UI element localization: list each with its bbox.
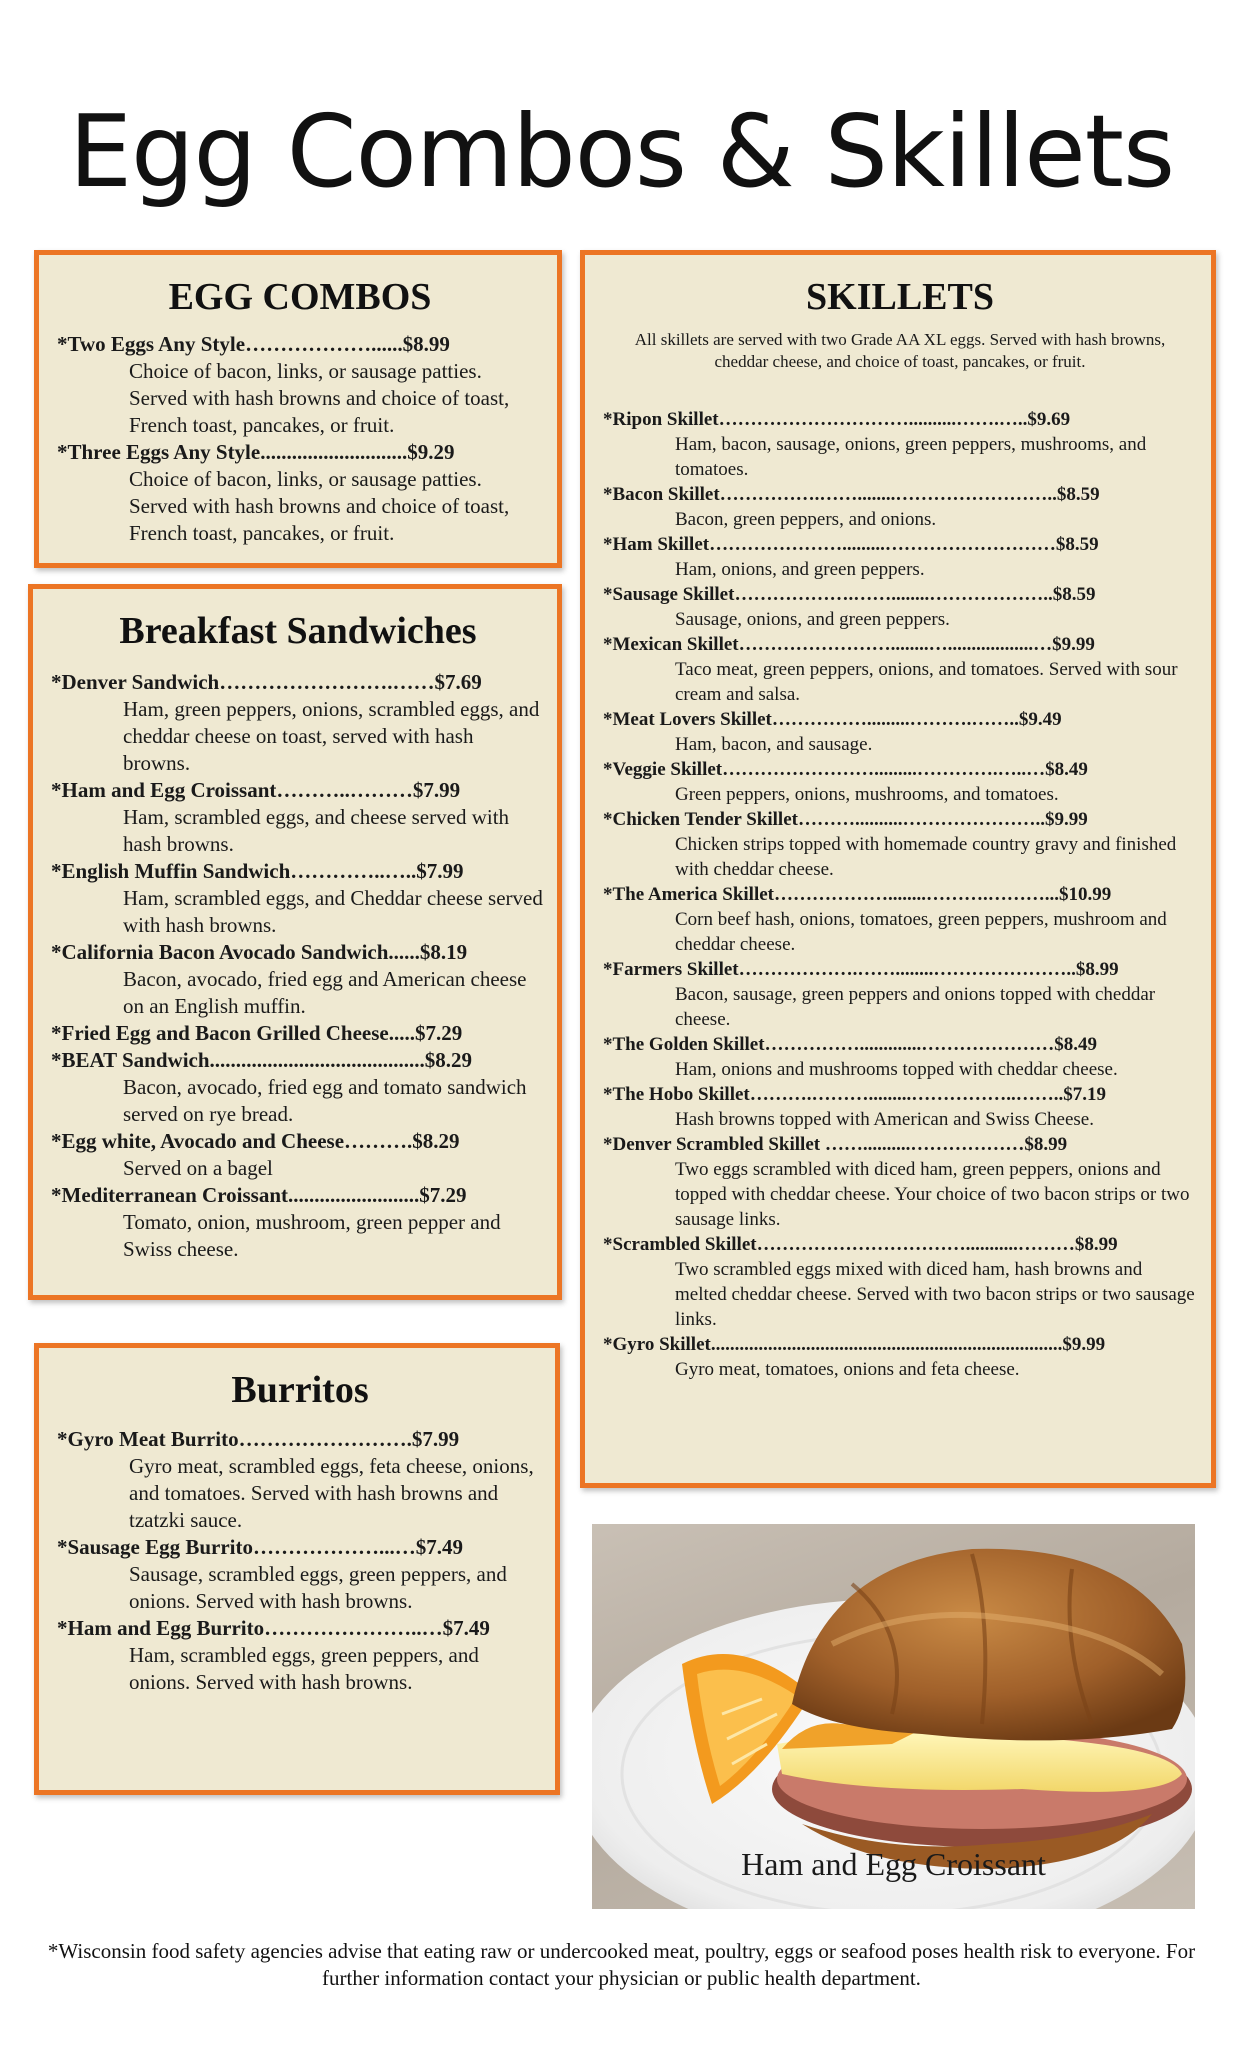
menu-item	[51, 858, 545, 939]
menu-item-leader-dots: ............................	[260, 440, 408, 464]
menu-item-list	[57, 1426, 543, 1696]
menu-item-name: *Two Eggs Any Style	[57, 332, 246, 356]
photo-caption: Ham and Egg Croissant	[741, 1846, 1046, 1882]
menu-item-leader-dots: …………………….........………….…..…	[722, 759, 1046, 780]
menu-item	[57, 1426, 543, 1534]
menu-item	[603, 482, 1197, 532]
menu-item-description: Bacon, avocado, fried egg and tomato sandwich served on rye bread.	[123, 1075, 527, 1126]
menu-item-price: $9.29	[407, 440, 455, 464]
menu-item-leader-dots: ……….	[344, 1129, 413, 1153]
menu-item-leader-dots: …………………….	[238, 1427, 412, 1451]
menu-item-price: $7.69	[434, 670, 482, 694]
menu-item-heading	[603, 582, 1197, 607]
menu-item-price: $8.99	[1074, 1234, 1118, 1255]
menu-item-description: Two scrambled eggs mixed with diced ham, hash browns and melted cheddar cheese. Served with two bacon strips or two sausage links.	[675, 1259, 1195, 1330]
menu-item	[57, 331, 543, 439]
section-heading: Breakfast Sandwiches	[119, 610, 477, 652]
menu-item-description: Gyro meat, scrambled eggs, feta cheese, onions, and tomatoes. Served with hash browns and tzatzki sauce.	[129, 1454, 534, 1532]
menu-item	[57, 1534, 543, 1615]
menu-item	[603, 1232, 1197, 1332]
menu-item-name: *Ham Skillet	[603, 534, 710, 555]
menu-item-heading	[603, 482, 1197, 507]
menu-item-description: Ham, onions and mushrooms topped with cheddar cheese.	[675, 1059, 1118, 1080]
menu-item-description: Ham, green peppers, onions, scrambled eggs, and cheddar cheese on toast, served with hash browns.	[123, 697, 540, 775]
menu-item-leader-dots: ..........................................................................	[710, 1334, 1063, 1355]
menu-item-leader-dots: .....	[388, 1021, 415, 1045]
menu-item-name: *Farmers Skillet	[603, 959, 739, 980]
menu-item-name: *Veggie Skillet	[603, 759, 723, 780]
menu-item-name: *Mediterranean Croissant	[51, 1183, 288, 1207]
menu-item-price: $9.49	[1018, 709, 1062, 730]
menu-item	[51, 1182, 545, 1263]
menu-item	[51, 1128, 545, 1182]
menu-item-heading	[603, 707, 1197, 732]
menu-item-name: *Denver Sandwich	[51, 670, 220, 694]
menu-item-price: $8.59	[1052, 584, 1096, 605]
menu-item-heading	[603, 1232, 1197, 1257]
menu-item-heading	[57, 1534, 543, 1561]
menu-item-name: *Gyro Skillet	[603, 1334, 711, 1355]
menu-item-heading	[51, 777, 545, 804]
menu-item-description: Bacon, sausage, green peppers and onions topped with cheddar cheese.	[675, 984, 1156, 1030]
menu-item-heading	[57, 1615, 543, 1642]
menu-item-price: $8.99	[402, 332, 450, 356]
menu-item	[57, 1615, 543, 1696]
menu-item-price: $9.99	[1044, 809, 1088, 830]
menu-item-price: $8.59	[1055, 534, 1099, 555]
menu-item-name: *Bacon Skillet	[603, 484, 720, 505]
menu-item-leader-dots: ………………...…	[253, 1535, 416, 1559]
menu-item-leader-dots: …………………………..........…….…..	[718, 409, 1028, 430]
menu-item-leader-dots: ………………….........………………………	[709, 534, 1056, 555]
menu-item	[51, 939, 545, 1020]
skillets-intro: All skillets are served with two Grade AA XL eggs. Served with hash browns, cheddar cheese, and choice of toast, pancakes, or fruit.	[634, 330, 1166, 371]
menu-item-price: $7.19	[1063, 1084, 1106, 1105]
menu-item	[603, 582, 1197, 632]
menu-item-name: *Scrambled Skillet	[603, 1234, 757, 1255]
menu-item-price: $9.69	[1027, 409, 1071, 430]
menu-item-description: Sausage, scrambled eggs, green peppers, and onions. Served with hash browns.	[129, 1562, 507, 1613]
menu-item-name: *English Muffin Sandwich	[51, 859, 291, 883]
menu-item	[603, 1132, 1197, 1232]
menu-item-heading	[603, 407, 1197, 432]
menu-item-name: *Chicken Tender Skillet	[603, 809, 798, 830]
section-heading: SKILLETS	[806, 276, 994, 318]
menu-item-description: Gyro meat, tomatoes, onions and feta cheese.	[675, 1359, 1020, 1380]
menu-item-heading	[603, 757, 1197, 782]
menu-item	[603, 807, 1197, 882]
menu-item-description: Corn beef hash, onions, tomatoes, green peppers, mushroom and cheddar cheese.	[675, 909, 1167, 955]
menu-item-heading	[51, 939, 545, 966]
menu-item-heading	[57, 1426, 543, 1453]
menu-item-price: $9.99	[1052, 634, 1095, 655]
menu-item-heading	[603, 882, 1197, 907]
menu-item-heading	[603, 1332, 1197, 1357]
menu-item-heading	[603, 1082, 1197, 1107]
menu-item	[603, 1032, 1197, 1082]
menu-item-leader-dots: …………….........……….……..	[771, 709, 1019, 730]
menu-item-name: *California Bacon Avocado Sandwich	[51, 940, 389, 964]
menu-item-description: Ham, scrambled eggs, and cheese served with hash browns.	[123, 805, 510, 856]
menu-item-leader-dots: ……….……….........……………..……..	[749, 1084, 1064, 1105]
menu-item-name: *Fried Egg and Bacon Grilled Cheese	[51, 1021, 389, 1045]
menu-item-heading	[57, 331, 543, 358]
menu-item-name: *Meat Lovers Skillet	[603, 709, 772, 730]
egg-combos-section	[34, 250, 562, 568]
menu-item-leader-dots: ……………………………...........………	[756, 1234, 1075, 1255]
menu-item-list	[51, 669, 545, 1263]
menu-item-price: $8.29	[412, 1129, 460, 1153]
menu-item-name: *BEAT Sandwich	[51, 1048, 210, 1072]
menu-item-price: $7.29	[415, 1021, 463, 1045]
menu-item-description: Choice of bacon, links, or sausage patties. Served with hash browns and choice of toast, French toast, pancakes, or fruit.	[129, 359, 510, 437]
menu-item-leader-dots: ……………….……........………………..	[734, 584, 1053, 605]
menu-item-price: $7.99	[411, 1427, 460, 1451]
menu-item-heading	[603, 807, 1197, 832]
menu-item-name: *Egg white, Avocado and Cheese	[51, 1129, 345, 1153]
menu-item	[603, 1082, 1197, 1132]
menu-item-leader-dots: …………….……........……………………..	[719, 484, 1057, 505]
menu-item-name: *Denver Scrambled Skillet	[603, 1134, 825, 1155]
menu-item-price: $7.29	[419, 1183, 467, 1207]
menu-item	[603, 532, 1197, 582]
menu-item-description: Choice of bacon, links, or sausage patties. Served with hash browns and choice of toast, French toast, pancakes, or fruit.	[129, 467, 510, 545]
food-photo	[592, 1524, 1195, 1909]
menu-item-price: $8.99	[1075, 959, 1119, 980]
menu-item-description: Chicken strips topped with homemade country gravy and finished with cheddar cheese.	[675, 834, 1177, 880]
menu-item-heading	[603, 532, 1197, 557]
menu-item-name: *Gyro Meat Burrito	[57, 1427, 239, 1451]
menu-item-leader-dots: ………………......	[245, 332, 403, 356]
menu-item	[51, 1020, 545, 1047]
menu-item-price: $8.59	[1056, 484, 1100, 505]
menu-item-leader-dots: ……………….……........…………………..	[738, 959, 1076, 980]
menu-item-heading	[51, 1020, 545, 1047]
menu-item-leader-dots: ………..........…………………..	[797, 809, 1045, 830]
menu-item-price: $7.99	[416, 859, 464, 883]
menu-item-name: *The Golden Skillet	[603, 1034, 765, 1055]
menu-item-leader-dots: …………..…..	[290, 859, 417, 883]
menu-item-description: Ham, scrambled eggs, and Cheddar cheese served with hash browns.	[123, 886, 543, 937]
menu-item-name: *The America Skillet	[603, 884, 774, 905]
menu-item	[603, 632, 1197, 707]
menu-item-heading	[57, 439, 543, 466]
menu-item-description: Taco meat, green peppers, onions, and tomatoes. Served with sour cream and salsa.	[675, 659, 1178, 705]
menu-item-price: $8.49	[1054, 1034, 1098, 1055]
menu-item-leader-dots: …………………..…	[264, 1616, 443, 1640]
menu-item-name: *Sausage Skillet	[603, 584, 735, 605]
menu-item-leader-dots: ......	[388, 940, 420, 964]
menu-item-name: *Mexican Skillet	[603, 634, 739, 655]
menu-item-description: Hash browns topped with American and Swiss Cheese.	[675, 1109, 1094, 1130]
menu-item-name: *The Hobo Skillet	[603, 1084, 750, 1105]
menu-item-leader-dots: …………………….……	[219, 670, 435, 694]
menu-item-description: Ham, bacon, sausage, onions, green peppers, mushrooms, and tomatoes.	[675, 434, 1147, 480]
menu-item-leader-dots: ………..………	[276, 778, 413, 802]
menu-item-leader-dots: …………….............…………………	[764, 1034, 1055, 1055]
menu-item	[51, 669, 545, 777]
menu-item-description: Tomato, onion, mushroom, green pepper and Swiss cheese.	[123, 1210, 501, 1261]
page-title: Egg Combos & Skillets	[68, 93, 1175, 210]
menu-item-price: $8.29	[424, 1048, 473, 1072]
menu-item-description: Ham, scrambled eggs, green peppers, and onions. Served with hash browns.	[129, 1643, 479, 1694]
skillets-section	[580, 250, 1216, 1488]
section-heading: Burritos	[231, 1369, 369, 1411]
menu-item-description: Served on a bagel	[123, 1156, 273, 1180]
menu-item-name: *Three Eggs Any Style	[57, 440, 261, 464]
menu-item-price: $8.19	[419, 940, 468, 964]
menu-item-heading	[51, 1182, 545, 1209]
menu-item-heading	[51, 1047, 545, 1074]
menu-item-description: Ham, onions, and green peppers.	[675, 559, 925, 580]
menu-item-price: $9.99	[1062, 1334, 1106, 1355]
menu-item-list	[603, 407, 1197, 1382]
menu-item	[57, 439, 543, 547]
menu-item	[603, 757, 1197, 807]
menu-item-name: *Sausage Egg Burrito	[57, 1535, 254, 1559]
menu-item-price: $7.49	[415, 1535, 464, 1559]
menu-item-heading	[603, 1032, 1197, 1057]
menu-item-description: Ham, bacon, and sausage.	[675, 734, 873, 755]
menu-item-leader-dots: ……..........………………	[824, 1134, 1025, 1155]
menu-item	[603, 1332, 1197, 1382]
menu-item-heading	[603, 632, 1197, 657]
menu-item-leader-dots: .........................	[288, 1183, 420, 1207]
menu-item-price: $10.99	[1058, 884, 1112, 905]
menu-item-heading	[603, 1132, 1197, 1157]
menu-item-leader-dots: ……………………........…..................…	[738, 634, 1053, 655]
menu-item-description: Bacon, avocado, fried egg and American cheese on an English muffin.	[123, 967, 527, 1018]
menu-item-description: Sausage, onions, and green peppers.	[675, 609, 950, 630]
breakfast-sandwiches-section	[28, 584, 562, 1300]
menu-item-description: Green peppers, onions, mushrooms, and tomatoes.	[675, 784, 1059, 805]
burritos-section	[34, 1343, 560, 1795]
menu-item-leader-dots: .........................................	[209, 1048, 425, 1072]
menu-item-price: $8.99	[1024, 1134, 1068, 1155]
section-heading: EGG COMBOS	[168, 276, 432, 318]
menu-item	[51, 1047, 545, 1128]
menu-item-description: Bacon, green peppers, and onions.	[675, 509, 937, 530]
menu-item-heading	[51, 1128, 545, 1155]
menu-item-list	[57, 331, 543, 547]
food-safety-disclaimer: *Wisconsin food safety agencies advise that eating raw or undercooked meat, poultry, eggs or seafood poses health risk to everyone. For further information contact your physician or public health department.	[47, 1939, 1196, 1990]
menu-item-price: $8.49	[1045, 759, 1088, 780]
menu-item-name: *Ripon Skillet	[603, 409, 719, 430]
menu-item-leader-dots: ………………........……….………...	[773, 884, 1059, 905]
menu-item-name: *Ham and Egg Croissant	[51, 778, 277, 802]
menu-item-heading	[603, 957, 1197, 982]
menu-item-price: $7.99	[412, 778, 461, 802]
menu-item-description: Two eggs scrambled with diced ham, green peppers, onions and topped with cheddar cheese. Your choice of two bacon strips or two sausage links.	[675, 1159, 1190, 1230]
menu-item-heading	[51, 858, 545, 885]
menu-item	[603, 957, 1197, 1032]
menu-item-heading	[51, 669, 545, 696]
menu-item	[51, 777, 545, 858]
menu-item-name: *Ham and Egg Burrito	[57, 1616, 265, 1640]
menu-item	[603, 707, 1197, 757]
menu-item	[603, 882, 1197, 957]
menu-item	[603, 407, 1197, 482]
menu-item-price: $7.49	[442, 1616, 490, 1640]
